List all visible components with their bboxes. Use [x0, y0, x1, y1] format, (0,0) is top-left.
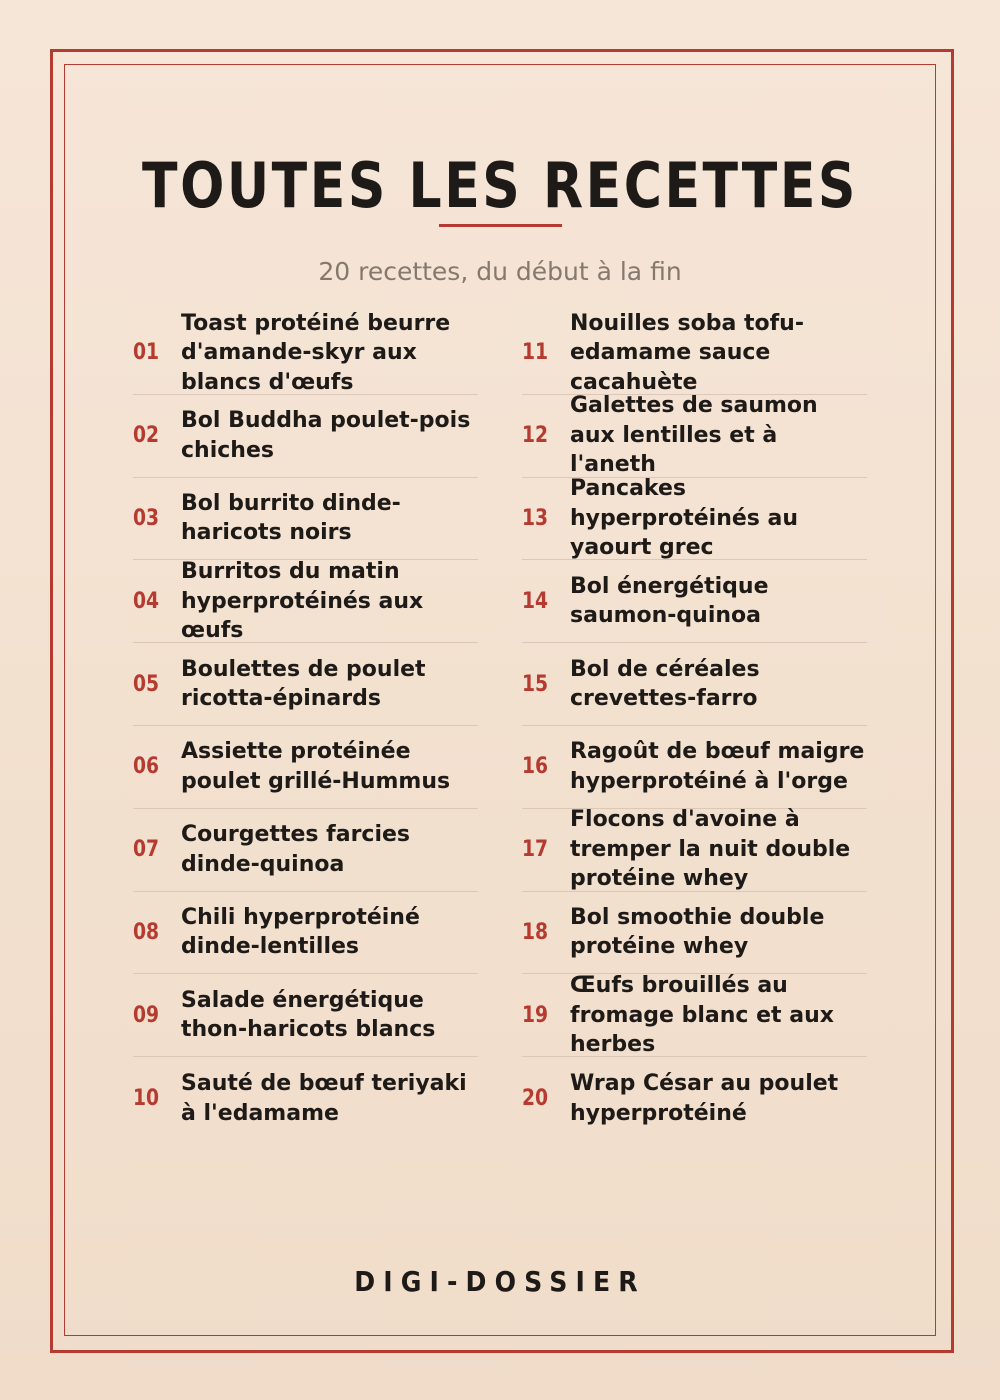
recipe-item — [133, 560, 478, 643]
recipe-number: 09 — [133, 1002, 160, 1028]
recipe-number: 11 — [522, 340, 549, 366]
recipe-number: 13 — [522, 505, 549, 531]
recipe-item — [133, 643, 478, 726]
recipe-name: Assiette protéinée poulet grillé-Hummus — [181, 739, 451, 794]
recipe-item — [133, 974, 478, 1057]
recipe-number: 10 — [133, 1086, 160, 1112]
recipe-item — [133, 395, 478, 478]
recipe-item — [522, 643, 867, 726]
recipe-number: 06 — [133, 754, 160, 780]
recipe-item — [133, 312, 478, 395]
recipe-number: 03 — [133, 505, 160, 531]
recipe-item — [522, 1057, 867, 1140]
recipe-name: Bol de céréales crevettes-farro — [570, 656, 760, 712]
recipe-number: 15 — [522, 671, 549, 697]
recipe-name: Pancakes hyperprotéinés au yaourt grec — [570, 476, 799, 561]
recipe-name: Chili hyperprotéiné dinde-lentilles — [181, 904, 420, 960]
recipe-number: 20 — [522, 1086, 549, 1112]
recipe-item — [522, 312, 867, 395]
recipe-name: Bol burrito dinde-haricots noirs — [181, 490, 401, 546]
recipe-name: Bol smoothie double protéine whey — [570, 904, 825, 960]
page-title: TOUTES LES RECETTES — [142, 149, 858, 222]
recipe-name: Bol énergétique saumon-quinoa — [570, 573, 769, 629]
recipe-name: Galettes de saumon aux lentilles et à l'aneth — [570, 393, 818, 478]
page-subtitle: 20 recettes, du début à la fin — [318, 257, 682, 286]
recipe-item — [522, 892, 867, 975]
recipe-name: Burritos du matin hyperprotéinés aux œufs — [181, 559, 424, 644]
recipe-item — [522, 726, 867, 809]
recipe-item — [133, 809, 478, 892]
recipe-item — [133, 892, 478, 975]
recipe-number: 07 — [133, 837, 160, 863]
recipe-name: Bol Buddha poulet-pois chiches — [181, 408, 471, 463]
recipe-name: Wrap César au poulet hyperprotéiné — [570, 1071, 839, 1126]
recipe-column-left — [133, 312, 478, 1140]
recipe-name: Nouilles soba tofu-edamame sauce cacahuète — [570, 310, 804, 395]
recipe-number: 02 — [133, 423, 160, 449]
recipe-name: Toast protéiné beurre d'amande-skyr aux blancs d'œufs — [181, 310, 451, 395]
recipe-number: 14 — [522, 588, 549, 614]
recipe-number: 12 — [522, 423, 549, 449]
recipe-item — [133, 478, 478, 561]
recipe-column-right — [522, 312, 867, 1140]
recipe-item — [133, 726, 478, 809]
recipe-number: 16 — [522, 754, 549, 780]
recipe-name: Courgettes farcies dinde-quinoa — [181, 822, 411, 877]
recipe-name: Ragoût de bœuf maigre hyperprotéiné à l'orge — [570, 739, 865, 794]
recipe-name: Sauté de bœuf teriyaki à l'edamame — [181, 1071, 467, 1126]
recipe-item — [522, 560, 867, 643]
recipe-number: 18 — [522, 919, 549, 945]
title-underline — [439, 224, 562, 227]
recipe-item — [133, 1057, 478, 1140]
recipe-number: 05 — [133, 671, 160, 697]
recipe-number: 08 — [133, 919, 160, 945]
recipe-name: Salade énergétique thon-haricots blancs — [181, 987, 436, 1043]
recipe-name: Boulettes de poulet ricotta-épinards — [181, 656, 426, 712]
recipe-number: 04 — [133, 588, 160, 614]
recipe-number: 17 — [522, 837, 549, 863]
brand-footer: DIGI-DOSSIER — [354, 1265, 646, 1298]
recipe-number: 19 — [522, 1002, 549, 1028]
recipe-number: 01 — [133, 340, 160, 366]
recipe-item — [522, 478, 867, 561]
recipe-item — [522, 809, 867, 892]
recipe-item — [522, 395, 867, 478]
recipe-item — [522, 974, 867, 1057]
recipe-name: Œufs brouillés au fromage blanc et aux herbes — [570, 973, 834, 1058]
recipe-name: Flocons d'avoine à tremper la nuit double protéine whey — [570, 807, 851, 892]
